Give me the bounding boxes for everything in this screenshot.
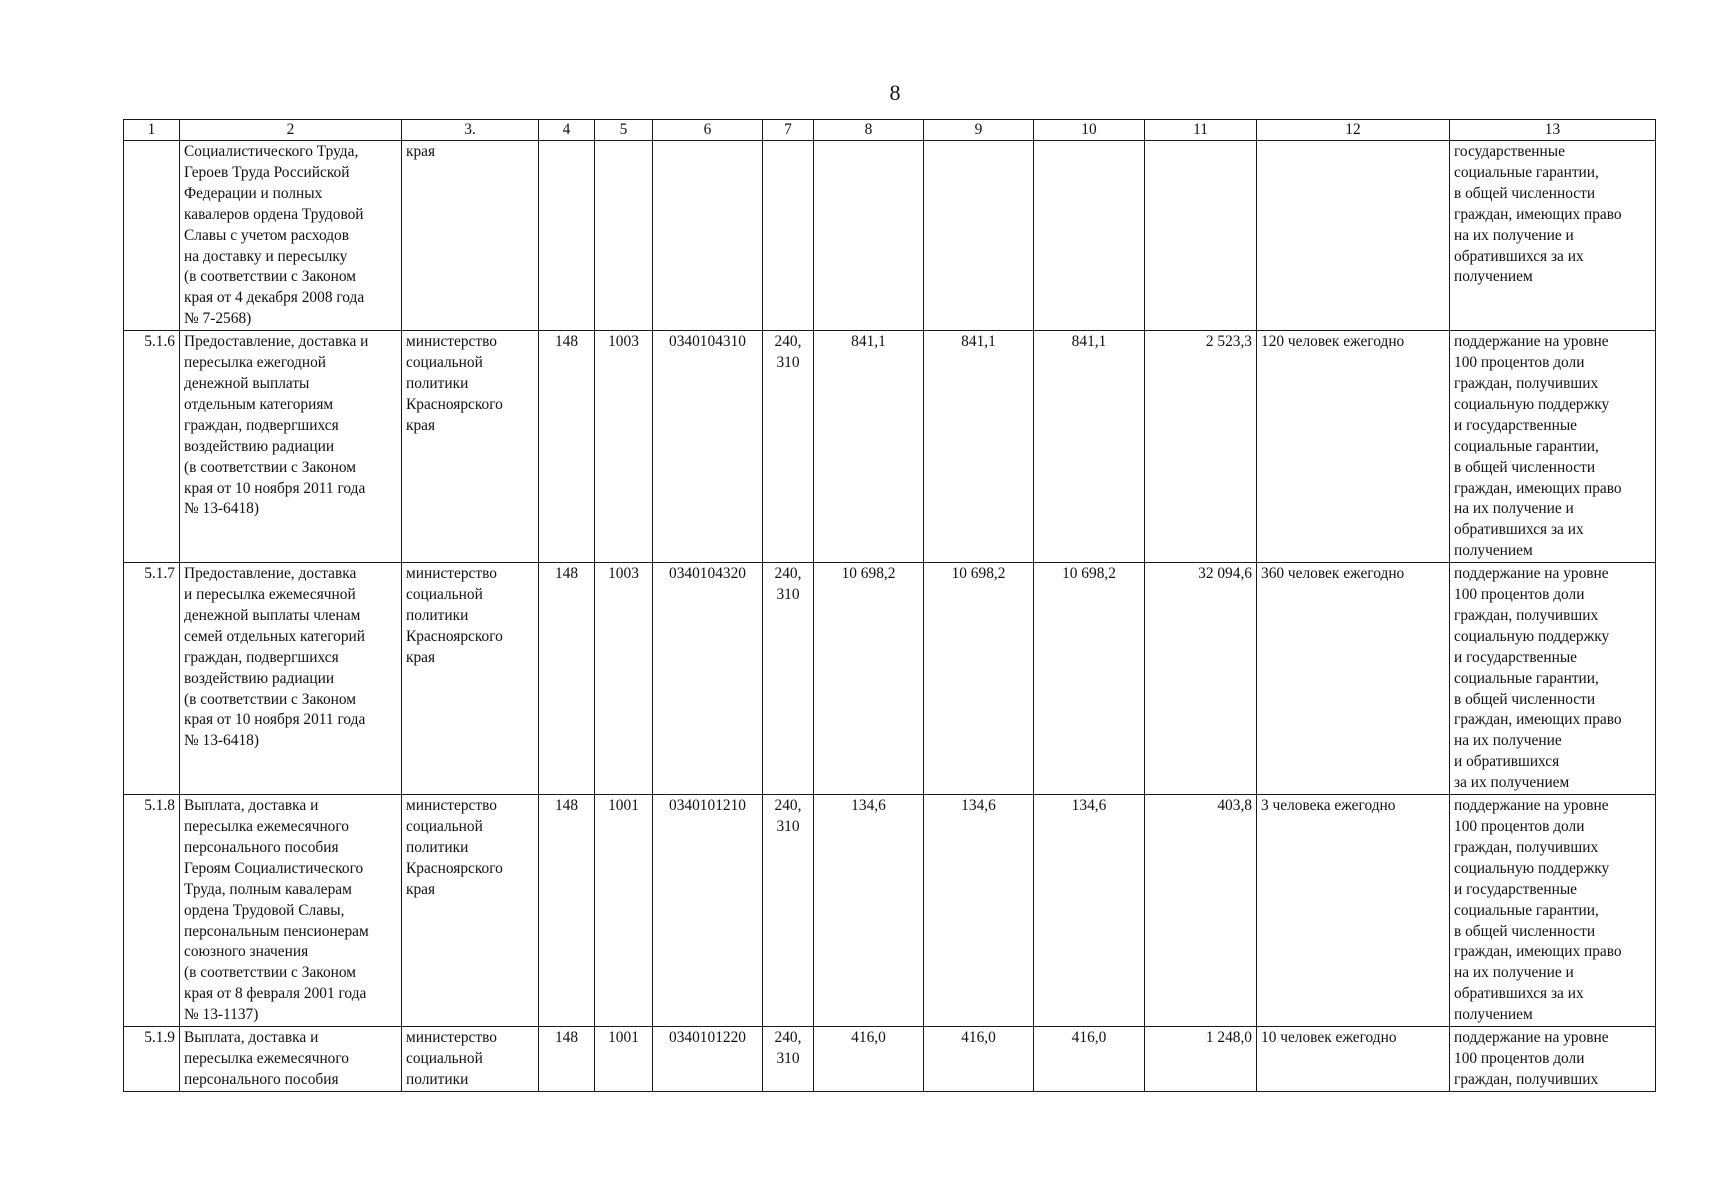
cell-text-line: в общей численности: [1454, 922, 1596, 940]
cell-text-line: на их получение и: [1454, 964, 1574, 982]
column-number-header-row: [124, 120, 1656, 141]
amount-year2-cell: 10 698,2: [924, 563, 1034, 795]
cell-text-line: (в соответствии с Законом: [184, 964, 357, 982]
cell-text-line: поддержание на уровне: [1454, 565, 1609, 583]
amount-year3-cell: 841,1: [1034, 331, 1145, 563]
column-header-1: 1: [124, 120, 180, 141]
amount-total-cell: [1145, 141, 1257, 331]
cell-text-line: края от 4 декабря 2008 года: [184, 289, 365, 307]
cell-text-line: политики: [406, 1070, 469, 1088]
cell-text-line: 100 процентов доли: [1454, 818, 1585, 835]
section-code-cell: 1003: [595, 563, 653, 795]
cell-text-line: получением: [1454, 542, 1533, 560]
cell-text-line: социальные гарантии,: [1454, 437, 1599, 455]
cell-text-line: граждан, получивших: [1454, 838, 1599, 856]
cell-text-line: получением: [1454, 268, 1533, 286]
cell-text-line: обратившихся за их: [1454, 247, 1584, 265]
target-article-code-cell: 0340104310: [653, 331, 763, 563]
cell-text-line: граждан, получивших: [1454, 1070, 1599, 1088]
responsible-org-cell: [402, 1027, 539, 1092]
cell-text-line: денежной выплаты: [184, 374, 310, 392]
amount-year3-cell: 134,6: [1034, 795, 1145, 1027]
cell-text-line: ордена Трудовой Славы,: [184, 901, 345, 919]
cell-text-line: Красноярского: [406, 395, 503, 413]
cell-text-line: получением: [1454, 1006, 1533, 1024]
column-header-9: 9: [924, 120, 1034, 141]
cell-text-line: социальные гарантии,: [1454, 163, 1599, 181]
cell-text-line: пересылка ежемесячного: [184, 818, 350, 835]
cell-text-line: № 13-6418): [184, 732, 259, 750]
amount-year1-cell: 416,0: [814, 1027, 924, 1092]
cell-text-line: Труда, полным кавалерам: [184, 880, 352, 898]
cell-text-line: Героев Труда Российской: [184, 163, 350, 181]
cell-text-line: Выплата, доставка и: [184, 797, 319, 815]
cell-text-line: обратившихся за их: [1454, 521, 1584, 539]
cell-text-line: граждан, получивших: [1454, 374, 1599, 392]
cell-text-line: 240,: [774, 797, 802, 815]
cell-text-line: персонального пособия: [184, 1070, 339, 1088]
expected-result-cell: 3 человека ежегодно: [1257, 795, 1450, 1027]
cell-text-line: и государственные: [1454, 416, 1578, 434]
expense-type-cell: [763, 795, 814, 1027]
cell-text-line: социальной: [406, 586, 483, 604]
table-row: [124, 1027, 1656, 1092]
cell-text-line: 100 процентов доли: [1454, 586, 1585, 604]
cell-text-line: 240,: [774, 1029, 802, 1047]
amount-year2-cell: 841,1: [924, 331, 1034, 563]
cell-text-line: министерство: [406, 797, 497, 815]
cell-text-line: политики: [406, 606, 469, 624]
cell-text-line: социальную поддержку: [1454, 859, 1610, 877]
cell-text-line: 310: [776, 354, 800, 372]
cell-text-line: 310: [776, 818, 800, 835]
section-code-cell: 1001: [595, 1027, 653, 1092]
cell-text-line: края от 10 ноября 2011 года: [184, 711, 366, 729]
cell-text-line: № 7-2568): [184, 310, 252, 328]
row-number-cell: 5.1.9: [124, 1027, 180, 1092]
table-body: [124, 141, 1656, 1092]
cell-text-line: Выплата, доставка и: [184, 1029, 319, 1047]
cell-text-line: края от 10 ноября 2011 года: [184, 479, 366, 497]
cell-text-line: социальные гарантии,: [1454, 901, 1599, 919]
cell-text-line: и государственные: [1454, 648, 1578, 666]
cell-text-line: (в соответствии с Законом: [184, 690, 357, 708]
amount-total-cell: 32 094,6: [1145, 563, 1257, 795]
cell-text-line: 310: [776, 586, 800, 604]
cell-text-line: 240,: [774, 333, 802, 351]
row-number-cell: 5.1.6: [124, 331, 180, 563]
column-header-13: 13: [1450, 120, 1656, 141]
expected-result-cell: 120 человек ежегодно: [1257, 331, 1450, 563]
cell-text-line: края: [406, 143, 436, 160]
grbs-code-cell: 148: [539, 563, 595, 795]
cell-text-line: граждан, имеющих право: [1454, 711, 1622, 729]
cell-text-line: (в соответствии с Законом: [184, 458, 357, 476]
amount-total-cell: 2 523,3: [1145, 331, 1257, 563]
cell-text-line: союзного значения: [184, 943, 309, 961]
cell-text-line: в общей численности: [1454, 458, 1596, 476]
responsible-org-cell: [402, 795, 539, 1027]
amount-year2-cell: 134,6: [924, 795, 1034, 1027]
cell-text-line: и пересылка ежемесячной: [184, 586, 356, 604]
expected-result-cell: 10 человек ежегодно: [1257, 1027, 1450, 1092]
target-article-code-cell: 0340101220: [653, 1027, 763, 1092]
cell-text-line: Красноярского: [406, 859, 503, 877]
column-header-6: 6: [653, 120, 763, 141]
cell-text-line: семей отдельных категорий: [184, 627, 366, 645]
grbs-code-cell: 148: [539, 1027, 595, 1092]
responsible-org-cell: [402, 563, 539, 795]
cell-text-line: края: [406, 648, 436, 666]
amount-year3-cell: [1034, 141, 1145, 331]
cell-text-line: поддержание на уровне: [1454, 1029, 1609, 1047]
cell-text-line: края от 8 февраля 2001 года: [184, 985, 367, 1003]
column-header-12: 12: [1257, 120, 1450, 141]
cell-text-line: поддержание на уровне: [1454, 333, 1609, 351]
activity-name-cell: [180, 331, 402, 563]
activity-name-cell: [180, 141, 402, 331]
cell-text-line: на их получение: [1454, 732, 1562, 750]
cell-text-line: денежной выплаты членам: [184, 606, 361, 624]
cell-text-line: социальную поддержку: [1454, 395, 1610, 413]
cell-text-line: 100 процентов доли: [1454, 1050, 1585, 1067]
target-article-code-cell: [653, 141, 763, 331]
cell-text-line: на их получение и: [1454, 226, 1574, 244]
cell-text-line: пересылка ежегодной: [184, 354, 327, 372]
table-row: [124, 795, 1656, 1027]
cell-text-line: Социалистического Труда,: [184, 143, 359, 160]
cell-text-line: социальную поддержку: [1454, 627, 1610, 645]
expense-type-cell: [763, 1027, 814, 1092]
cell-text-line: № 13-6418): [184, 500, 259, 518]
table-row: [124, 563, 1656, 795]
activity-name-cell: [180, 1027, 402, 1092]
cell-text-line: 100 процентов доли: [1454, 354, 1585, 372]
cell-text-line: граждан, имеющих право: [1454, 943, 1622, 961]
amount-year1-cell: [814, 141, 924, 331]
responsible-org-cell: [402, 141, 539, 331]
expected-result-cell: [1257, 141, 1450, 331]
cell-text-line: министерство: [406, 1029, 497, 1047]
row-number-cell: [124, 141, 180, 331]
grbs-code-cell: 148: [539, 331, 595, 563]
indicator-cell: [1450, 563, 1656, 795]
cell-text-line: министерство: [406, 333, 497, 351]
cell-text-line: обратившихся за их: [1454, 985, 1584, 1003]
amount-year2-cell: 416,0: [924, 1027, 1034, 1092]
row-number-cell: 5.1.8: [124, 795, 180, 1027]
column-header-5: 5: [595, 120, 653, 141]
cell-text-line: № 13-1137): [184, 1006, 259, 1024]
activity-name-cell: [180, 795, 402, 1027]
cell-text-line: поддержание на уровне: [1454, 797, 1609, 815]
cell-text-line: на доставку и пересылку: [184, 247, 348, 265]
activity-name-cell: [180, 563, 402, 795]
cell-text-line: (в соответствии с Законом: [184, 268, 357, 286]
cell-text-line: граждан, подвергшихся: [184, 648, 339, 666]
section-code-cell: 1003: [595, 331, 653, 563]
cell-text-line: воздействию радиации: [184, 437, 335, 455]
responsible-org-cell: [402, 331, 539, 563]
program-activities-table: [123, 119, 1656, 1092]
column-header-8: 8: [814, 120, 924, 141]
cell-text-line: социальной: [406, 354, 483, 372]
column-header-10: 10: [1034, 120, 1145, 141]
cell-text-line: политики: [406, 838, 469, 856]
cell-text-line: граждан, имеющих право: [1454, 479, 1622, 497]
cell-text-line: Предоставление, доставка и: [184, 333, 369, 351]
cell-text-line: на их получение и: [1454, 500, 1574, 518]
table-row: [124, 141, 1656, 331]
expense-type-cell: [763, 563, 814, 795]
cell-text-line: Красноярского: [406, 627, 503, 645]
column-header-2: 2: [180, 120, 402, 141]
cell-text-line: и государственные: [1454, 880, 1578, 898]
amount-year1-cell: 10 698,2: [814, 563, 924, 795]
cell-text-line: края: [406, 880, 436, 898]
cell-text-line: 310: [776, 1050, 800, 1067]
cell-text-line: персональным пенсионерам: [184, 922, 369, 940]
grbs-code-cell: 148: [539, 795, 595, 1027]
table-row: [124, 331, 1656, 563]
column-header-4: 4: [539, 120, 595, 141]
cell-text-line: воздействию радиации: [184, 669, 335, 687]
section-code-cell: 1001: [595, 795, 653, 1027]
column-header-11: 11: [1145, 120, 1257, 141]
expected-result-cell: 360 человек ежегодно: [1257, 563, 1450, 795]
target-article-code-cell: 0340104320: [653, 563, 763, 795]
grbs-code-cell: [539, 141, 595, 331]
cell-text-line: пересылка ежемесячного: [184, 1050, 350, 1067]
column-header-3: 3.: [402, 120, 539, 141]
cell-text-line: социальной: [406, 818, 483, 835]
amount-year3-cell: 416,0: [1034, 1027, 1145, 1092]
expense-type-cell: [763, 141, 814, 331]
cell-text-line: Предоставление, доставка: [184, 565, 357, 583]
cell-text-line: государственные: [1454, 143, 1565, 160]
indicator-cell: [1450, 1027, 1656, 1092]
cell-text-line: политики: [406, 374, 469, 392]
cell-text-line: за их получением: [1454, 774, 1570, 792]
cell-text-line: кавалеров ордена Трудовой: [184, 205, 364, 223]
cell-text-line: отдельным категориям: [184, 395, 334, 413]
cell-text-line: края: [406, 416, 436, 434]
section-code-cell: [595, 141, 653, 331]
amount-year2-cell: [924, 141, 1034, 331]
cell-text-line: Федерации и полных: [184, 184, 323, 202]
amount-year3-cell: 10 698,2: [1034, 563, 1145, 795]
amount-year1-cell: 134,6: [814, 795, 924, 1027]
amount-total-cell: 1 248,0: [1145, 1027, 1257, 1092]
cell-text-line: в общей численности: [1454, 690, 1596, 708]
cell-text-line: Славы с учетом расходов: [184, 226, 349, 244]
amount-year1-cell: 841,1: [814, 331, 924, 563]
expense-type-cell: [763, 331, 814, 563]
row-number-cell: 5.1.7: [124, 563, 180, 795]
cell-text-line: персонального пособия: [184, 838, 339, 856]
cell-text-line: 240,: [774, 565, 802, 583]
amount-total-cell: 403,8: [1145, 795, 1257, 1027]
cell-text-line: в общей численности: [1454, 184, 1596, 202]
indicator-cell: [1450, 795, 1656, 1027]
cell-text-line: министерство: [406, 565, 497, 583]
cell-text-line: граждан, получивших: [1454, 606, 1599, 624]
cell-text-line: социальной: [406, 1050, 483, 1067]
cell-text-line: социальные гарантии,: [1454, 669, 1599, 687]
cell-text-line: граждан, подвергшихся: [184, 416, 339, 434]
cell-text-line: и обратившихся: [1454, 753, 1560, 771]
target-article-code-cell: 0340101210: [653, 795, 763, 1027]
page-number: 8: [889, 80, 901, 105]
indicator-cell: [1450, 141, 1656, 331]
indicator-cell: [1450, 331, 1656, 563]
cell-text-line: Героям Социалистического: [184, 859, 364, 877]
column-header-7: 7: [763, 120, 814, 141]
cell-text-line: граждан, имеющих право: [1454, 205, 1622, 223]
